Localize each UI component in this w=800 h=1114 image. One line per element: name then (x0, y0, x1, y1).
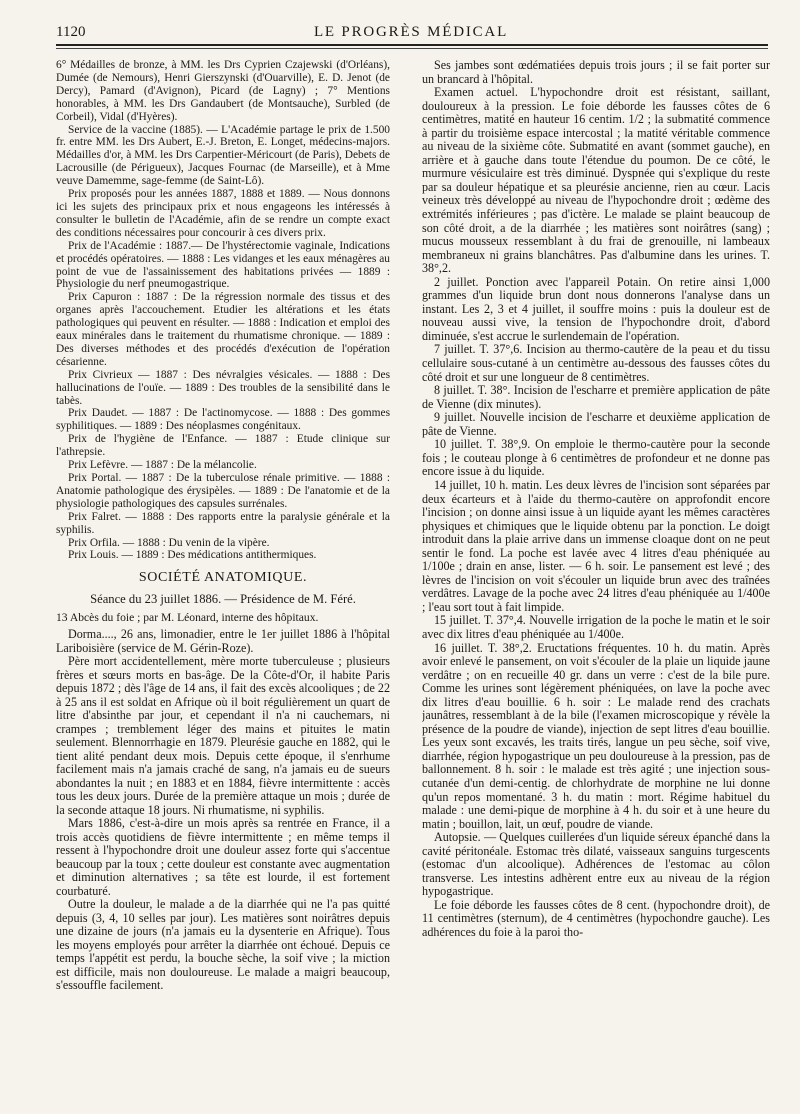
prize-paragraph: Prix Portal. — 1887 : De la tuberculose rénale primitive. — 1888 : Anatomie pathologique des érysipèles. — 1889 : De l'anatomie et de la physiologie pathologiques des capsules surrénales. (56, 472, 390, 510)
prize-paragraph: Prix de l'hygiène de l'Enfance. — 1887 : Etude clinique sur l'athrepsie. (56, 433, 390, 459)
prize-paragraph: Prix Civrieux — 1887 : Des névralgies vésicales. — 1888 : Des hallucinations de l'ouïe. — 1889 : Des troubles de la sensibilité dans le tabès. (56, 368, 390, 407)
prize-paragraph: Service de la vaccine (1885). — L'Académie partage le prix de 1.500 fr. entre MM. les Drs Aubert, E.-J. Breton, E. Longet, médecins-majors. Médailles d'or, à MM. les Drs Carpentier-Méricourt (de Paris), Debets de Lacrousille (de Périgueux), Jacques Fournac (de Marseille), et à Mme veuve Damemme, sage-femme (de Saint-Lô). (56, 123, 390, 188)
prize-paragraph: Prix Orfila. — 1888 : Du venin de la vipère. (68, 536, 270, 549)
case-paragraph: 16 juillet. T. 38°,2. Eructations fréquentes. 10 h. du matin. Après avoir enlevé le pansement, on voit s'écouler de la plaie un liquide jaune verdâtre ; on en recueille 40 gr. dans un verre : c'est de la bile pure. Comme les urines sont légèrement phéniquées, on lave la poche avec dix litres d'eau bouillie. 6 h. soir : Le malade rend des crachats jaunâtres, ressemblant à de la bile (l'examen microscopique y révèle la présence de la poudre de viande), injection de sept litres d'eau bouillie. Les yeux sont excavés, les traits tirés, langue un peu sèche, soif vive, diarrhée, région hypogastrique un peu douloureuse à la pression, pas de ballonnement. 8 h. soir : le malade est très agité ; une injection sous-cutanée d'un demi-centig. de chlorhydrate de morphine ne lui donne qu'un repos momentané. 3 h. du matin : mort. Régime habituel du malade : une demi-pique de morphine à 4 h. du soir et à une heure du matin ; bouillon, lait, un œuf, poudre de viande. (422, 640, 770, 831)
page-number: 1120 (56, 24, 86, 40)
observation-heading: 13 Abcès du foie ; par M. Léonard, interne des hôpitaux. (56, 611, 319, 625)
prize-paragraph: 6° Médailles de bronze, à MM. les Drs Cyprien Czajewski (d'Orléans), Dumée (de Nemours), Henri Gierszynski (d'Ouarville), E. D. Jenot (de Dercy), Pamard (d'Avignon), Picard (de Lagny) ; 7° Mentions honorables, à MM. les Drs Gandaubert (de Montsauche), Surbled (de Corbeil), Vidal (d'Hyères). (56, 59, 390, 123)
prize-paragraph: Prix Falret. — 1888 : Des rapports entre la paralysie générale et la syphilis. (56, 510, 390, 536)
case-paragraph: Mars 1886, c'est-à-dire un mois après sa rentrée en France, il a trois accès quotidiens de fièvre intermittente ; en même temps il ressent à l'hypochondre droit une douleur assez forte qui s'accentue beaucoup par la toux ; cette douleur est constante avec augmentation et diminution alternatives ; sa tête est lourde, il est fortement courbaturé. (56, 816, 390, 898)
prize-paragraph: Prix Daudet. — 1887 : De l'actinomycose. — 1888 : Des gommes syphilitiques. — 1889 : Des néoplasmes congénitaux. (56, 407, 390, 433)
case-paragraph: Ses jambes sont œdématiées depuis trois jours ; il se fait porter sur un brancard à l'hôpital. (422, 59, 770, 86)
prize-paragraph: Prix Louis. — 1889 : Des médications antithermiques. (68, 549, 317, 562)
case-paragraph: 7 juillet. T. 37°,6. Incision au thermo-cautère de la peau et du tissu cellulaire sous-cutané à un centimètre au-dessous des fausses côtes du côté droit et sur une longueur de 8 centimètres. (422, 342, 770, 384)
prize-paragraph: Prix Lefèvre. — 1887 : De la mélancolie. (68, 459, 257, 472)
right-column (422, 59, 770, 1099)
case-paragraph: 15 juillet. T. 37°,4. Nouvelle irrigation de la poche le matin et le soir avec dix litres d'eau phéniquée au 1/400e. (422, 613, 770, 641)
case-report (56, 628, 390, 993)
case-paragraph: 2 juillet. Ponction avec l'appareil Potain. On retire ainsi 1,000 grammes d'un liquide brun dont nous donnerons l'analyse dans un instant. Les 2, 3 et 4 juillet, il souffre moins : puis la douleur est de nouveau aussi vive, la tension de l'hypochondre droit, d'abord diminuée, s'est accrue le surlendemain de l'opération. (422, 274, 770, 343)
autopsy-paragraph: Autopsie. — Quelques cuillerées d'un liquide séreux épanché dans la cavité péritonéale. Estomac très dilaté, vaisseaux sanguins turgescents (estomac d'un alcoolique). Adhérences de l'estomac au côlon transverse. Les intestins adhèrent entre eux au niveau de la région hypogastrique. (422, 830, 770, 899)
page-header (56, 24, 766, 50)
prize-paragraph: Prix proposés pour les années 1887, 1888 et 1889. — Nous donnons ici les sujets des principaux prix et nous engageons les intéressés à consulter le bulletin de l'Académie, afin de se rendre un compte exact des conditions nécessaires pour concourir à ces divers prix. (56, 188, 390, 239)
case-paragraph: Dorma...., 26 ans, limonadier, entre le 1er juillet 1886 à l'hôpital Lariboisière (service de M. Gérin-Roze). (56, 627, 390, 655)
case-paragraph: 14 juillet, 10 h. matin. Les deux lèvres de l'incision sont séparées par deux écarteurs et à l'aide du thermo-cautère on approfondit encore l'incision ; on donne ainsi issue à un liquide ayant les mêmes caractères physiques et chimiques que le liquide obtenu par la ponction. Le doigt introduit dans la plaie arrive dans un immense cloaque dont on ne peut sentir le fond. La poche est lavée avec 4 litres d'eau phéniquée au 1/100e ; drain en anse, lister. — 6 h. soir. Le pansement est levé ; des lèvres de l'incision on voit s'écouler un liquide brun avec des traînées verdâtres. Lavage de la poche avec 24 litres d'eau phéniquée au 1/400e ; l'eau sort tout à fait limpide. (422, 477, 770, 614)
header-rule-thin (56, 48, 768, 49)
case-paragraph: 8 juillet. T. 38°. Incision de l'escharre et première application de pâte de Vienne (dix minutes). (422, 383, 770, 411)
autopsy-paragraph: Le foie déborde les fausses côtes de 8 cent. (hypochondre droit), de 11 centimètres (sternum), de 4 centimètres (hypochondre gauche). Les adhérences du foie à la paroi tho- (422, 897, 770, 939)
prize-paragraph: Prix de l'Académie : 1887.— De l'hystérectomie vaginale, Indications et procédés opératoires. — 1888 : Les vidanges et les eaux ménagères au point de vue de l'assainissement des habitations privées — 1889 : Physiologie du nerf pneumogastrique. (56, 239, 390, 291)
header-rule-thick (56, 44, 768, 46)
journal-title: LE PROGRÈS MÉDICAL (313, 24, 509, 40)
case-paragraph: 10 juillet. T. 38°,9. On emploie le thermo-cautère pour la seconde fois ; le couteau plonge à 6 centimètres de profondeur et ne donne pas encore issue à du liquide. (422, 437, 770, 479)
prize-paragraph: Prix Capuron : 1887 : De la régression normale des tissus et des organes après l'accouchement. Etudier les altérations et les états pathologiques qui peuvent en résulter. — 1888 : Indication et emploi des eaux minérales dans le traitement du rhumatisme chronique. — 1889 : Des diverses méthodes et des procédés d'exécution de l'opération césarienne. (56, 291, 390, 368)
case-paragraph: Outre la douleur, le malade a de la diarrhée qui ne l'a pas quitté depuis (3, 4, 10 selles par jour). Les matières sont noirâtres depuis une dizaine de jours (n'a jamais eu la dysenterie en Afrique). Tous les moyens employés pour arrêter la diarrhée ont échoué. Depuis ce temps l'appétit est perdu, la bouche sèche, la soif vive ; la miction est difficile, mais non douloureuse. Le malade a maigri beaucoup, s'essouffle facilement. (56, 897, 390, 993)
case-paragraph: Examen actuel. L'hypochondre droit est résistant, saillant, douloureux à la pression. Le foie déborde les fausses côtes de 6 centimètres, matité en hauteur 16 centim. 1/2 ; la submatité commence à partir du troisième espace intercostal ; la matité véritable commence au niveau de la sixième côte. Submatité en avant (sommet gauche), en arrière et à gauche dans toute l'étendue du poumon. De ce côté, le murmure vésiculaire est très diminué. Dyspnée qui s'explique du reste par sa douleur hépatique et sa pleurésie ancienne, rien au cœur. Lacis veineux très développé au niveau de l'hypochondre droit ; œdème des extrémités inférieures ; pas d'ictère. Le malade se plaint beaucoup de son côté droit, a de la diarrhée ; les matières sont noirâtres (sang) ; mucus mousseux ressemblant à du frai de grenouille, ni lambeaux membraneux ni grains blanchâtres. Pas d'albumine dans les urines. T. 38°,2. (422, 85, 770, 276)
case-paragraph: Père mort accidentellement, mère morte tuberculeuse ; plusieurs frères et sœurs morts en bas-âge. De la Côte-d'Or, il habite Paris depuis 1872 ; dès l'âge de 14 ans, il fait des excès alcooliques ; de 22 à 25 ans il est soldat en Afrique où il boit régulièrement un quart de litre d'absinthe par jour, et cependant il n'a ni cauchemars, ni crampes ; tremblement léger des mains et pituites le matin seulement. Blennorrhagie en 1879. Pleurésie gauche en 1882, qui le tient alité pendant deux mois. Depuis cette époque, il s'enrhume facilement mais n'a jamais craché de sang, n'a jamais eu de sueurs abondantes la nuit ; en 1883 et en 1884, fièvre intermittente : accès tous les deux jours. Durée de la première attaque un mois ; durée de la seconde attaque 18 jours. Ni rhumatisme, ni syphilis. (56, 654, 390, 817)
seance-heading: Séance du 23 juillet 1886. — Présidence de M. Féré. (90, 592, 356, 607)
section-title: SOCIÉTÉ ANATOMIQUE. (138, 570, 308, 586)
case-paragraph: 9 juillet. Nouvelle incision de l'escharre et deuxième application de pâte de Vienne. (422, 410, 770, 438)
left-column (56, 59, 390, 1099)
